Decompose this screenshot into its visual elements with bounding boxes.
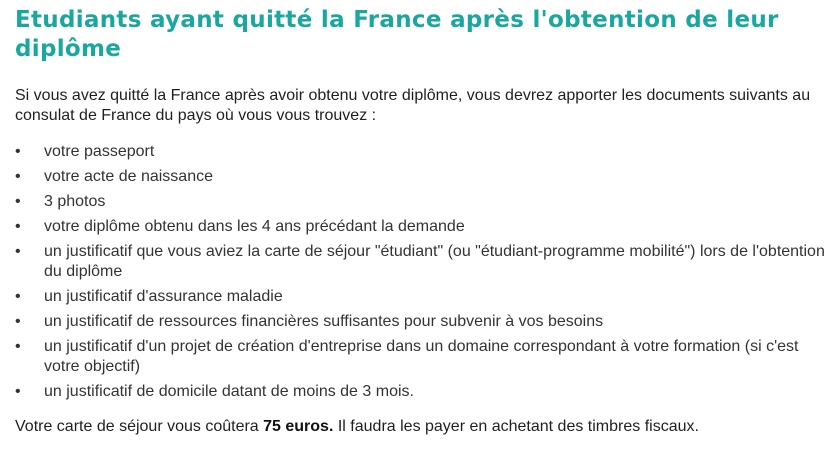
list-item [15, 287, 835, 307]
documents-list [15, 142, 835, 402]
bullet-icon: • [15, 288, 21, 305]
intro-paragraph: Si vous avez quitté la France après avoir obtenu votre diplôme, vous devrez apporter les documents suivants au consulat de France du pays où vous vous trouvez : [15, 87, 811, 124]
list-item [15, 382, 835, 402]
list-item-text: votre passeport [44, 143, 155, 160]
list-item [15, 217, 835, 237]
cost-text-before: Votre carte de séjour vous coûtera [15, 418, 264, 435]
bullet-icon: • [15, 218, 21, 235]
list-item-text: votre diplôme obtenu dans les 4 ans précédant la demande [44, 218, 465, 235]
cost-text-after: Il faudra les payer en achetant des timbres fiscaux. [333, 418, 699, 435]
list-item-text: un justificatif de ressources financières suffisantes pour subvenir à vos besoins [44, 313, 604, 330]
list-item-text: votre acte de naissance [44, 168, 213, 185]
list-item [15, 312, 835, 332]
bullet-icon: • [15, 313, 21, 330]
list-item [15, 337, 835, 377]
bullet-icon: • [15, 143, 21, 160]
list-item-text: 3 photos [44, 193, 106, 210]
list-item [15, 192, 835, 212]
section-heading: Etudiants ayant quitté la France après l'obtention de leur diplôme [15, 7, 779, 62]
list-item [15, 242, 835, 282]
list-item-text: un justificatif d'assurance maladie [44, 288, 283, 305]
list-item-text: un justificatif d'un projet de création d'entreprise dans un domaine correspondant à votre formation (si c'est votre objectif) [44, 338, 799, 375]
bullet-icon: • [15, 338, 21, 355]
content-section [15, 6, 835, 437]
bullet-icon: • [15, 243, 21, 260]
list-item [15, 142, 835, 162]
cost-amount: 75 euros. [263, 418, 334, 435]
bullet-icon: • [15, 168, 21, 185]
list-item-text: un justificatif de domicile datant de moins de 3 mois. [44, 383, 414, 400]
list-item [15, 167, 835, 187]
bullet-icon: • [15, 193, 21, 210]
list-item-text: un justificatif que vous aviez la carte de séjour "étudiant" (ou "étudiant-programme mobilité") lors de l'obtention du diplôme [44, 243, 825, 280]
bullet-icon: • [15, 383, 21, 400]
cost-paragraph [15, 417, 835, 437]
